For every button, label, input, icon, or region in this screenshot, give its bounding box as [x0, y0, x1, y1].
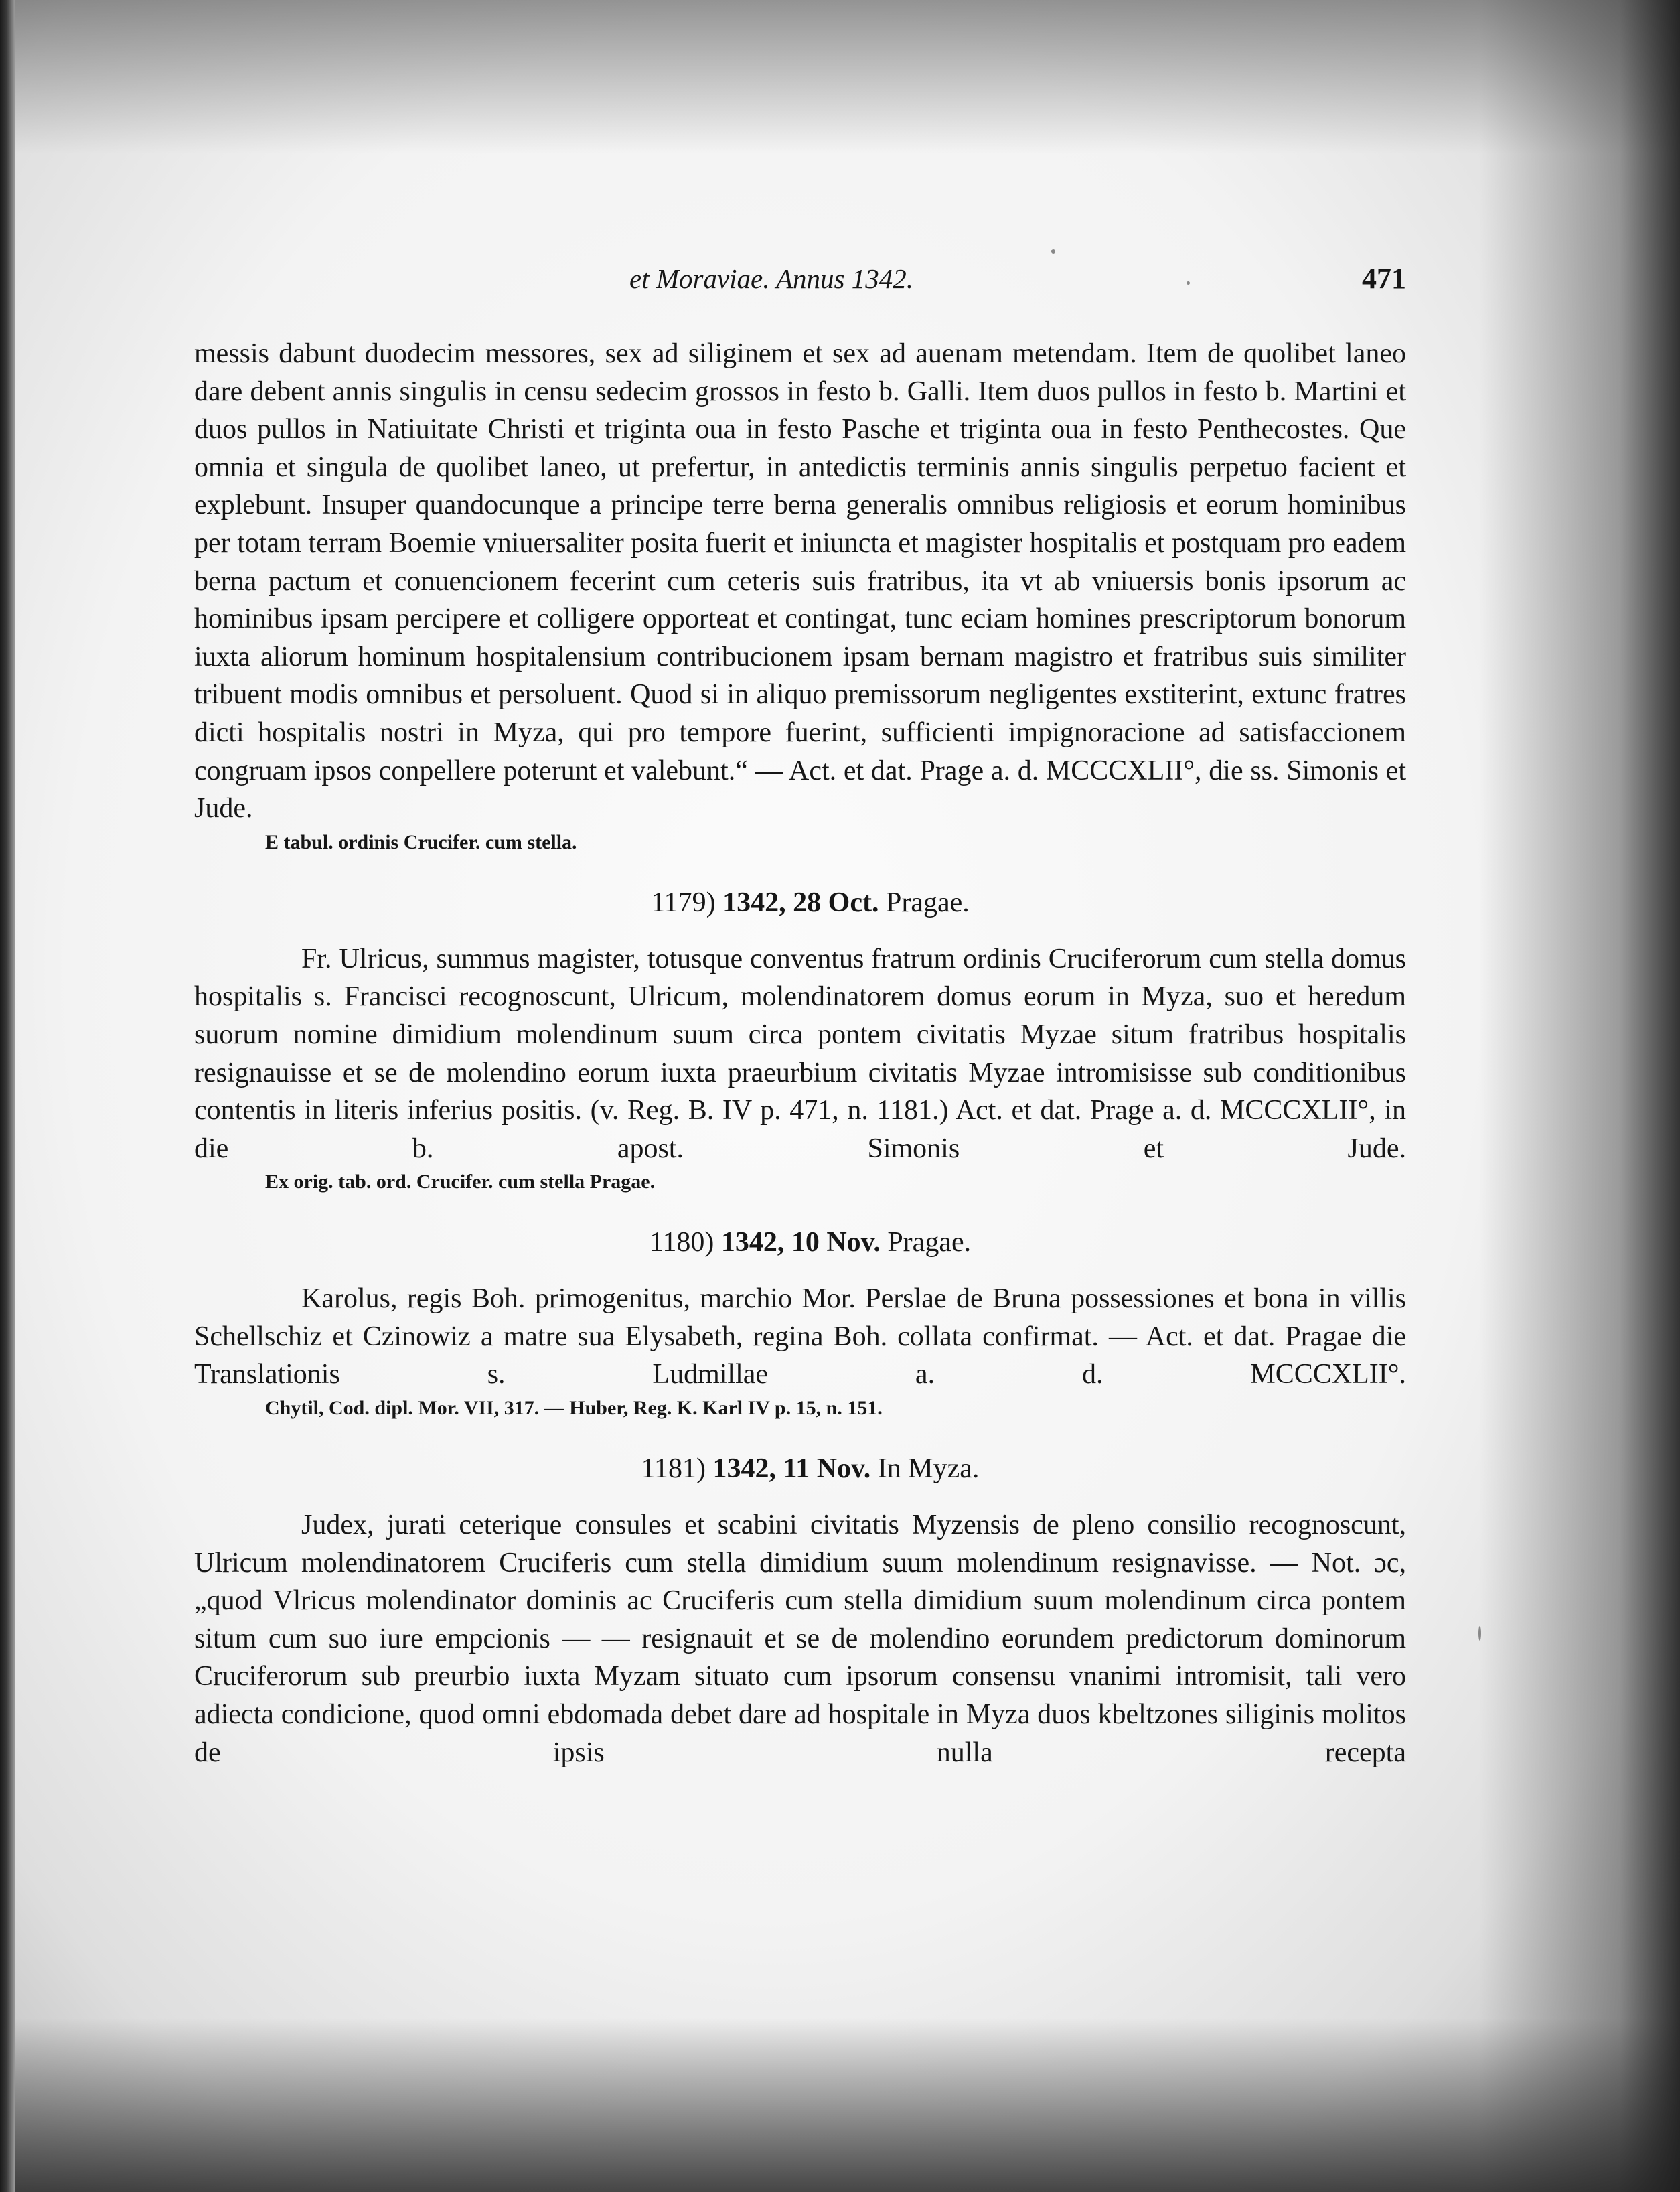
entry-number: 1181): [641, 1453, 706, 1485]
page-body: [194, 335, 1406, 1771]
entry-number: 1180): [649, 1227, 714, 1258]
scan-shadow-bottom: [0, 2018, 1680, 2192]
entry-source-1179: Ex orig. tab. ord. Crucifer. cum stella Pragae.: [265, 1171, 656, 1193]
entry-text-1180: Karolus, regis Boh. primogenitus, marchio Mor. Perslae de Bruna possessiones et bona in villis Schellschiz et Czinowiz a matre sua Elysabeth, regina Boh. collata confirmat. — Act. et dat. Pragae die Translationis s. Ludmillae a. d. MCCCXLII°.: [194, 1283, 1406, 1390]
running-title: et Moraviae. Annus 1342.: [629, 263, 913, 294]
entry-number: 1179): [651, 887, 716, 918]
scan-speck: [1051, 249, 1055, 254]
continuation-source: E tabul. ordinis Crucifer. cum stella.: [265, 830, 577, 853]
continuation-text: messis dabunt duodecim messores, sex ad siliginem et sex ad auenam metendam. Item de quolibet laneo dare debent annis singulis in censu sedecim grossos in festo b. Galli. Item duos pullos in festo b. Martini et duos pullos in Natiuitate Christi et triginta oua in festo Pasche et triginta oua in festo Penthecostes. Que omnia et singula de quolibet laneo, ut prefertur, in antedictis terminis annis singulis perpetuo facient et explebunt. Insuper quandocunque a principe terre berna generalis omnibus religiosis et eorum hominibus per totam terram Boemie vniuersaliter posita fuerit et iniuncta et magister hospitalis et postquam pro eadem berna pactum et conuencionem fecerint cum ceteris suis fratribus, ita vt ab vniuersis bonis ipsorum ac hominibus ipsam percipere et colligere opporteat et contingat, tunc eciam homines prescriptorum bonorum iuxta aliorum hominum hospitalensium contribucionem ipsam bernam magistro et fratribus suis similiter tribuent modis omnibus et persoluent. Quod si in aliquo premissorum negligentes exstiterint, extunc fratres dicti hospitalis nostri in Myza, qui pro tempore fuerint, sufficienti impignoracione ad satisfaccionem congruam ipsos conpellere poterunt et valebunt.“ — Act. et dat. Prage a. d. MCCCXLII°, die ss. Simonis et Jude.: [194, 338, 1406, 824]
entry-place: In Myza.: [877, 1453, 980, 1485]
running-header: [194, 263, 1406, 303]
entry-source-1180: Chytil, Cod. dipl. Mor. VII, 317. — Huber, Reg. K. Karl IV p. 15, n. 151.: [265, 1397, 883, 1420]
entry-heading-1181: [194, 1450, 1406, 1487]
scan-shadow-right: [1479, 0, 1680, 2192]
entry-text-1179: Fr. Ulricus, summus magister, totusque conventus fratrum ordinis Cruciferorum cum stella domus hospitalis s. Francisci recognoscunt, Ulricum, molendinatorem domus eorum in Myza, suo et heredum suorum nomine dimidium molendinum suum circa pontem civitatis Myzae situm fratribus hospitalis resignauisse et se de molendino eorum iuxta praeurbium civitatis Myzae intromisisse sub conditionibus contentis in literis inferius positis. (v. Reg. B. IV p. 471, n. 1181.) Act. et dat. Prage a. d. MCCCXLII°, in die b. apost. Simonis et Jude.: [194, 943, 1406, 1164]
entry-heading-1179: [194, 884, 1406, 922]
scan-shadow-top: [0, 0, 1680, 154]
page-binding-edge: [0, 0, 15, 2192]
page-number: 471: [1362, 262, 1406, 295]
entry-text-1181: Judex, jurati ceterique consules et scabini civitatis Myzensis de pleno consilio recognoscunt, Ulricum molendinatorem Cruciferis cum stella dimidium suum molendinum resignavisse. — Not. ɔc, „quod Vlricus molendinator dominis ac Cruciferis cum stella dimidium suum molendinum circa pontem situm cum suo iure empcionis — — resignauit et se de molendino eorundem predictorum dominorum Cruciferorum sub preurbio iuxta Myzam situato cum ipsorum consensu vnanimi intromisit, tali vero adiecta condicione, quod omni ebdomada debet dare ad hospitale in Myza duos kbeltzones siliginis molitos de ipsis nulla recepta: [194, 1510, 1406, 1768]
entry-heading-1180: [194, 1224, 1406, 1261]
entry-date: 1342, 28 Oct.: [722, 887, 879, 918]
entry-date: 1342, 11 Nov.: [712, 1453, 871, 1485]
scan-speck: [1478, 1626, 1481, 1641]
entry-date: 1342, 10 Nov.: [720, 1227, 881, 1258]
entry-place: Pragae.: [887, 1227, 972, 1258]
entry-place: Pragae.: [885, 887, 970, 918]
